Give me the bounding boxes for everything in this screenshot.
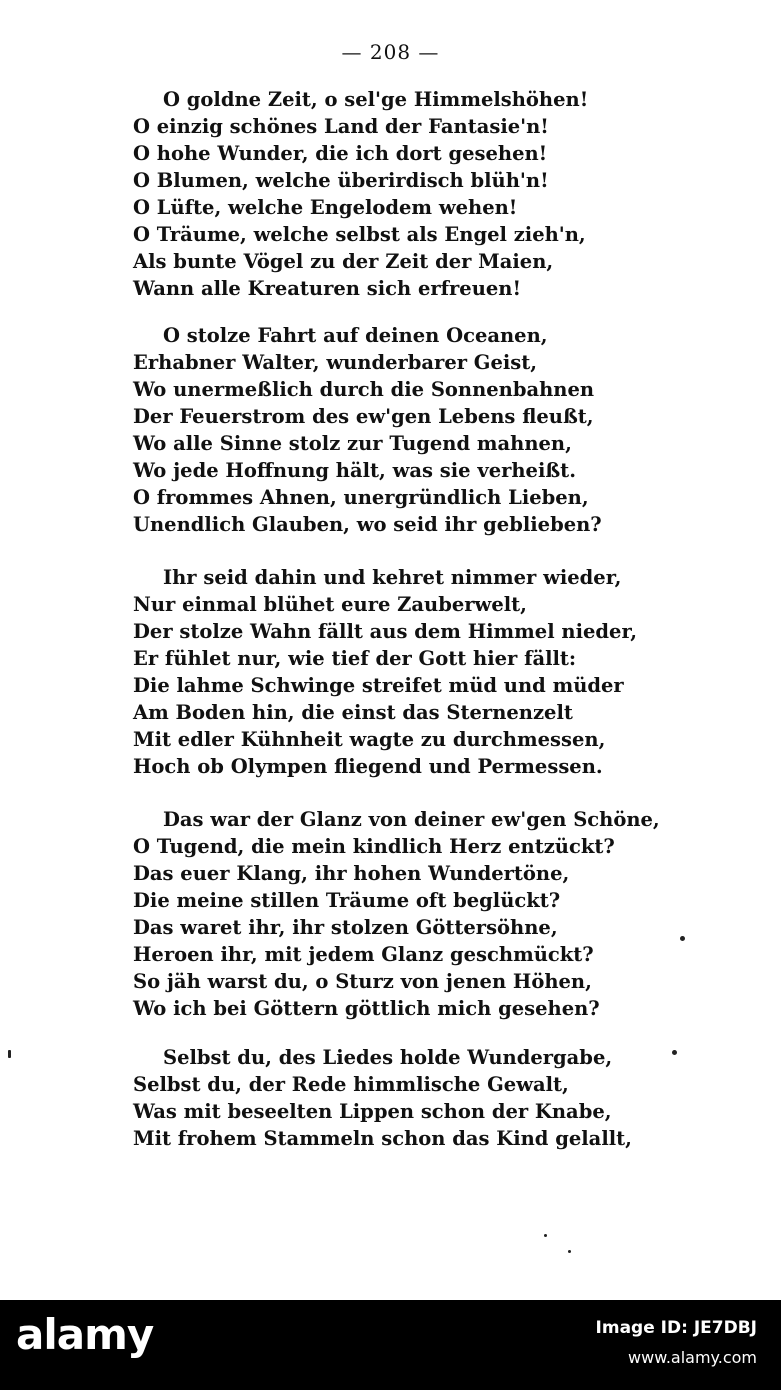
verse-line: Die meine stillen Träume oft beglückt? bbox=[133, 889, 561, 912]
verse-line: Nur einmal blühet eure Zauberwelt, bbox=[133, 593, 527, 616]
verse-line: O Blumen, welche überirdisch blüh'n! bbox=[133, 169, 549, 192]
verse-line: Unendlich Glauben, wo seid ihr geblieben? bbox=[133, 513, 602, 536]
print-speck bbox=[672, 1050, 677, 1055]
verse-line: Wo alle Sinne stolz zur Tugend mahnen, bbox=[133, 432, 572, 455]
stanza-1 bbox=[133, 86, 733, 302]
stanza-3 bbox=[133, 564, 733, 780]
verse-line: Wann alle Kreaturen sich erfreuen! bbox=[133, 277, 522, 300]
brand-logo: alamy bbox=[16, 1310, 154, 1359]
verse-line: Der stolze Wahn fällt aus dem Himmel nieder, bbox=[133, 620, 638, 643]
stanza-2 bbox=[133, 322, 733, 538]
verse-line: Wo jede Hoffnung hält, was sie verheißt. bbox=[133, 459, 576, 482]
stanza-5 bbox=[133, 1044, 733, 1152]
verse-line: Am Boden hin, die einst das Sternenzelt bbox=[133, 701, 573, 724]
verse-line: Hoch ob Olympen fliegend und Permessen. bbox=[133, 755, 603, 778]
verse-line: O frommes Ahnen, unergründlich Lieben, bbox=[133, 486, 589, 509]
page-number: — 208 — bbox=[341, 40, 440, 64]
verse-line: Heroen ihr, mit jedem Glanz geschmückt? bbox=[133, 943, 594, 966]
verse-line: O stolze Fahrt auf deinen Oceanen, bbox=[163, 324, 548, 347]
verse-line: O Tugend, die mein kindlich Herz entzückt? bbox=[133, 835, 615, 858]
verse-line: Das waret ihr, ihr stolzen Göttersöhne, bbox=[133, 916, 558, 939]
print-speck bbox=[568, 1250, 571, 1253]
verse-line: Der Feuerstrom des ew'gen Lebens fleußt, bbox=[133, 405, 594, 428]
verse-line: Das war der Glanz von deiner ew'gen Schöne, bbox=[163, 808, 660, 831]
verse-line: Wo unermeßlich durch die Sonnenbahnen bbox=[133, 378, 595, 401]
print-speck bbox=[544, 1234, 547, 1237]
stanza-4 bbox=[133, 806, 733, 1022]
watermark-footer bbox=[0, 1300, 781, 1390]
verse-line: Mit edler Kühnheit wagte zu durchmessen, bbox=[133, 728, 606, 751]
verse-line: So jäh warst du, o Sturz von jenen Höhen, bbox=[133, 970, 592, 993]
verse-line: Die lahme Schwinge streifet müd und müder bbox=[133, 674, 624, 697]
verse-line: Er fühlet nur, wie tief der Gott hier fällt: bbox=[133, 647, 577, 670]
verse-line: Mit frohem Stammeln schon das Kind gelallt, bbox=[133, 1127, 632, 1150]
verse-line: Selbst du, der Rede himmlische Gewalt, bbox=[133, 1073, 569, 1096]
print-speck bbox=[8, 1050, 11, 1058]
image-id-label: Image ID: JE7DBJ bbox=[595, 1318, 757, 1338]
verse-line: O hohe Wunder, die ich dort gesehen! bbox=[133, 142, 548, 165]
verse-line: Wo ich bei Göttern göttlich mich gesehen? bbox=[133, 997, 600, 1020]
verse-line: Ihr seid dahin und kehret nimmer wieder, bbox=[163, 566, 622, 589]
verse-line: O Träume, welche selbst als Engel zieh'n, bbox=[133, 223, 586, 246]
verse-line: Erhabner Walter, wunderbarer Geist, bbox=[133, 351, 538, 374]
verse-line: O goldne Zeit, o sel'ge Himmelshöhen! bbox=[163, 88, 589, 111]
site-url: www.alamy.com bbox=[628, 1348, 757, 1367]
verse-line: Als bunte Vögel zu der Zeit der Maien, bbox=[133, 250, 554, 273]
verse-line: Das euer Klang, ihr hohen Wundertöne, bbox=[133, 862, 570, 885]
verse-line: Selbst du, des Liedes holde Wundergabe, bbox=[163, 1046, 613, 1069]
verse-line: O Lüfte, welche Engelodem wehen! bbox=[133, 196, 518, 219]
verse-line: O einzig schönes Land der Fantasie'n! bbox=[133, 115, 549, 138]
verse-line: Was mit beseelten Lippen schon der Knabe, bbox=[133, 1100, 612, 1123]
print-speck bbox=[680, 936, 685, 941]
